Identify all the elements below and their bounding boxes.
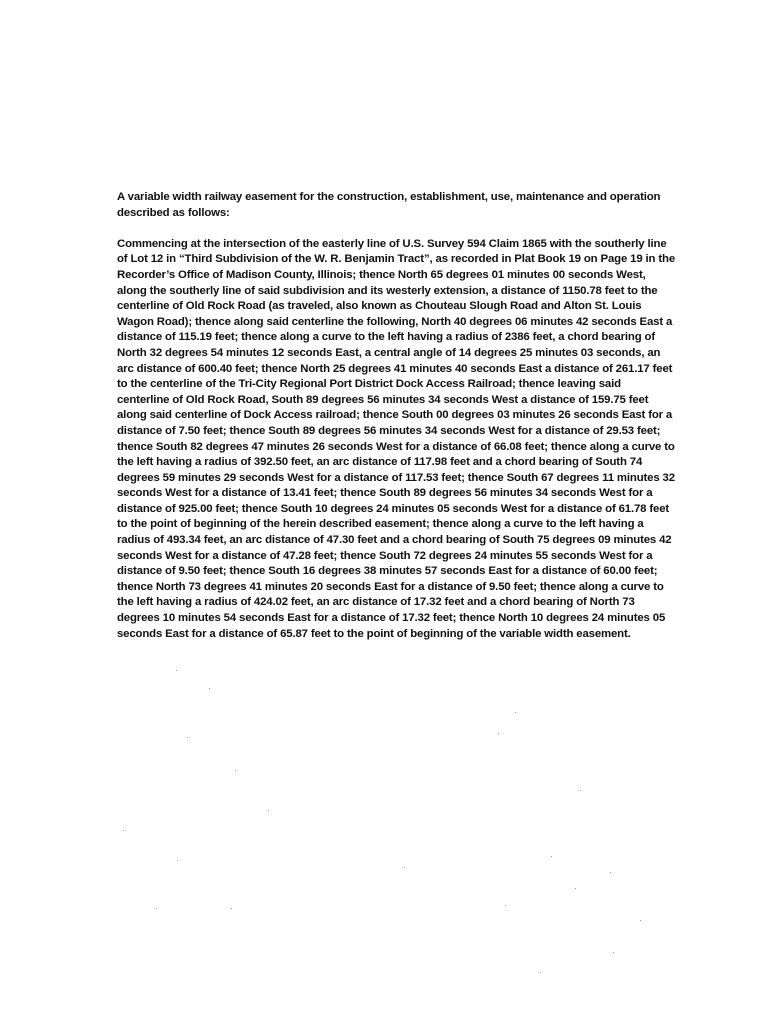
legal-description-paragraph: Commencing at the intersection of the easterly line of U.S. Survey 594 Claim 1865 with the southerly line of Lot 12 in “Third Subdivision of the W. R. Benjamin Tract”, as recorded in Plat Book 19 on Page 19 in the Recorder’s Office of Madison County, Illinois; thence North 65 degrees 01 minutes 00 seconds West, along the southerly line of said subdivision and its westerly extension, a distance of 1150.78 feet to the centerline of Old Rock Road (as traveled, also known as Chouteau Slough Road and Alton St. Louis Wagon Road); thence along said centerline the following, North 40 degrees 06 minutes 42 seconds East a distance of 115.19 feet; thence along a curve to the left having a radius of 2386 feet, a chord bearing of North 32 degrees 54 minutes 12 seconds East, a central angle of 14 degrees 25 minutes 03 seconds, an arc distance of 600.40 feet; thence North 25 degrees 41 minutes 40 seconds East a distance of 261.17 feet to the centerline of the Tri-City Regional Port District Dock Access Railroad; thence leaving said centerline of Old Rock Road, South 89 degrees 56 minutes 34 seconds West a distance of 159.75 feet along said centerline of Dock Access railroad; thence South 00 degrees 03 minutes 26 seconds East for a distance of 7.50 feet; thence South 89 degrees 56 minutes 34 seconds West for a distance of 29.53 feet; thence South 82 degrees 47 minutes 26 seconds West for a distance of 66.08 feet; thence along a curve to the left having a radius of 392.50 feet, an arc distance of 117.98 feet and a chord bearing of South 74 degrees 59 minutes 29 seconds West for a distance of 117.53 feet; thence South 67 degrees 11 minutes 32 seconds West for a distance of 13.41 feet; thence South 89 degrees 56 minutes 34 seconds West for a distance of 925.00 feet; thence South 10 degrees 24 minutes 05 seconds West for a distance of 61.78 feet to the point of beginning of the herein described easement; thence along a curve to the left having a radius of 493.34 feet, an arc distance of 47.30 feet and a chord bearing of South 75 degrees 09 minutes 42 seconds West for a distance of 47.28 feet; thence South 72 degrees 24 minutes 55 seconds West for a distance of 9.50 feet; thence South 16 degrees 38 minutes 57 seconds East for a distance of 60.00 feet; thence North 73 degrees 41 minutes 20 seconds East for a distance of 9.50 feet; thence along a curve to the left having a radius of 424.02 feet, an arc distance of 17.32 feet and a chord bearing of North 73 degrees 10 minutes 54 seconds East for a distance of 17.32 feet; thence North 10 degrees 24 minutes 05 seconds East for a distance of 65.87 feet to the point of beginning of the variable width easement.: [117, 237, 676, 640]
easement-description: [117, 190, 675, 642]
scan-speck: [498, 733, 499, 734]
scan-speck: [177, 860, 178, 861]
scan-speck: [610, 872, 611, 873]
scan-speck: [515, 712, 516, 713]
scan-speck: [176, 670, 177, 671]
scan-speck: [613, 952, 614, 953]
scan-speck: [640, 920, 641, 921]
scan-speck: [209, 688, 210, 689]
scan-speck: [540, 972, 541, 973]
scan-speck: [231, 908, 232, 909]
scan-speck: [580, 790, 581, 791]
scan-speck: [235, 770, 236, 771]
scan-speck: [551, 856, 552, 857]
scan-speck: [123, 830, 124, 831]
scan-speck: [575, 888, 576, 889]
intro-paragraph: A variable width railway easement for the construction, establishment, use, maintenance and operation described as follows:: [117, 191, 661, 219]
scan-speck: [268, 810, 269, 811]
scan-speck: [404, 867, 405, 868]
scan-speck: [505, 905, 506, 906]
scan-speck: [156, 908, 157, 909]
scan-speck: [187, 737, 188, 738]
